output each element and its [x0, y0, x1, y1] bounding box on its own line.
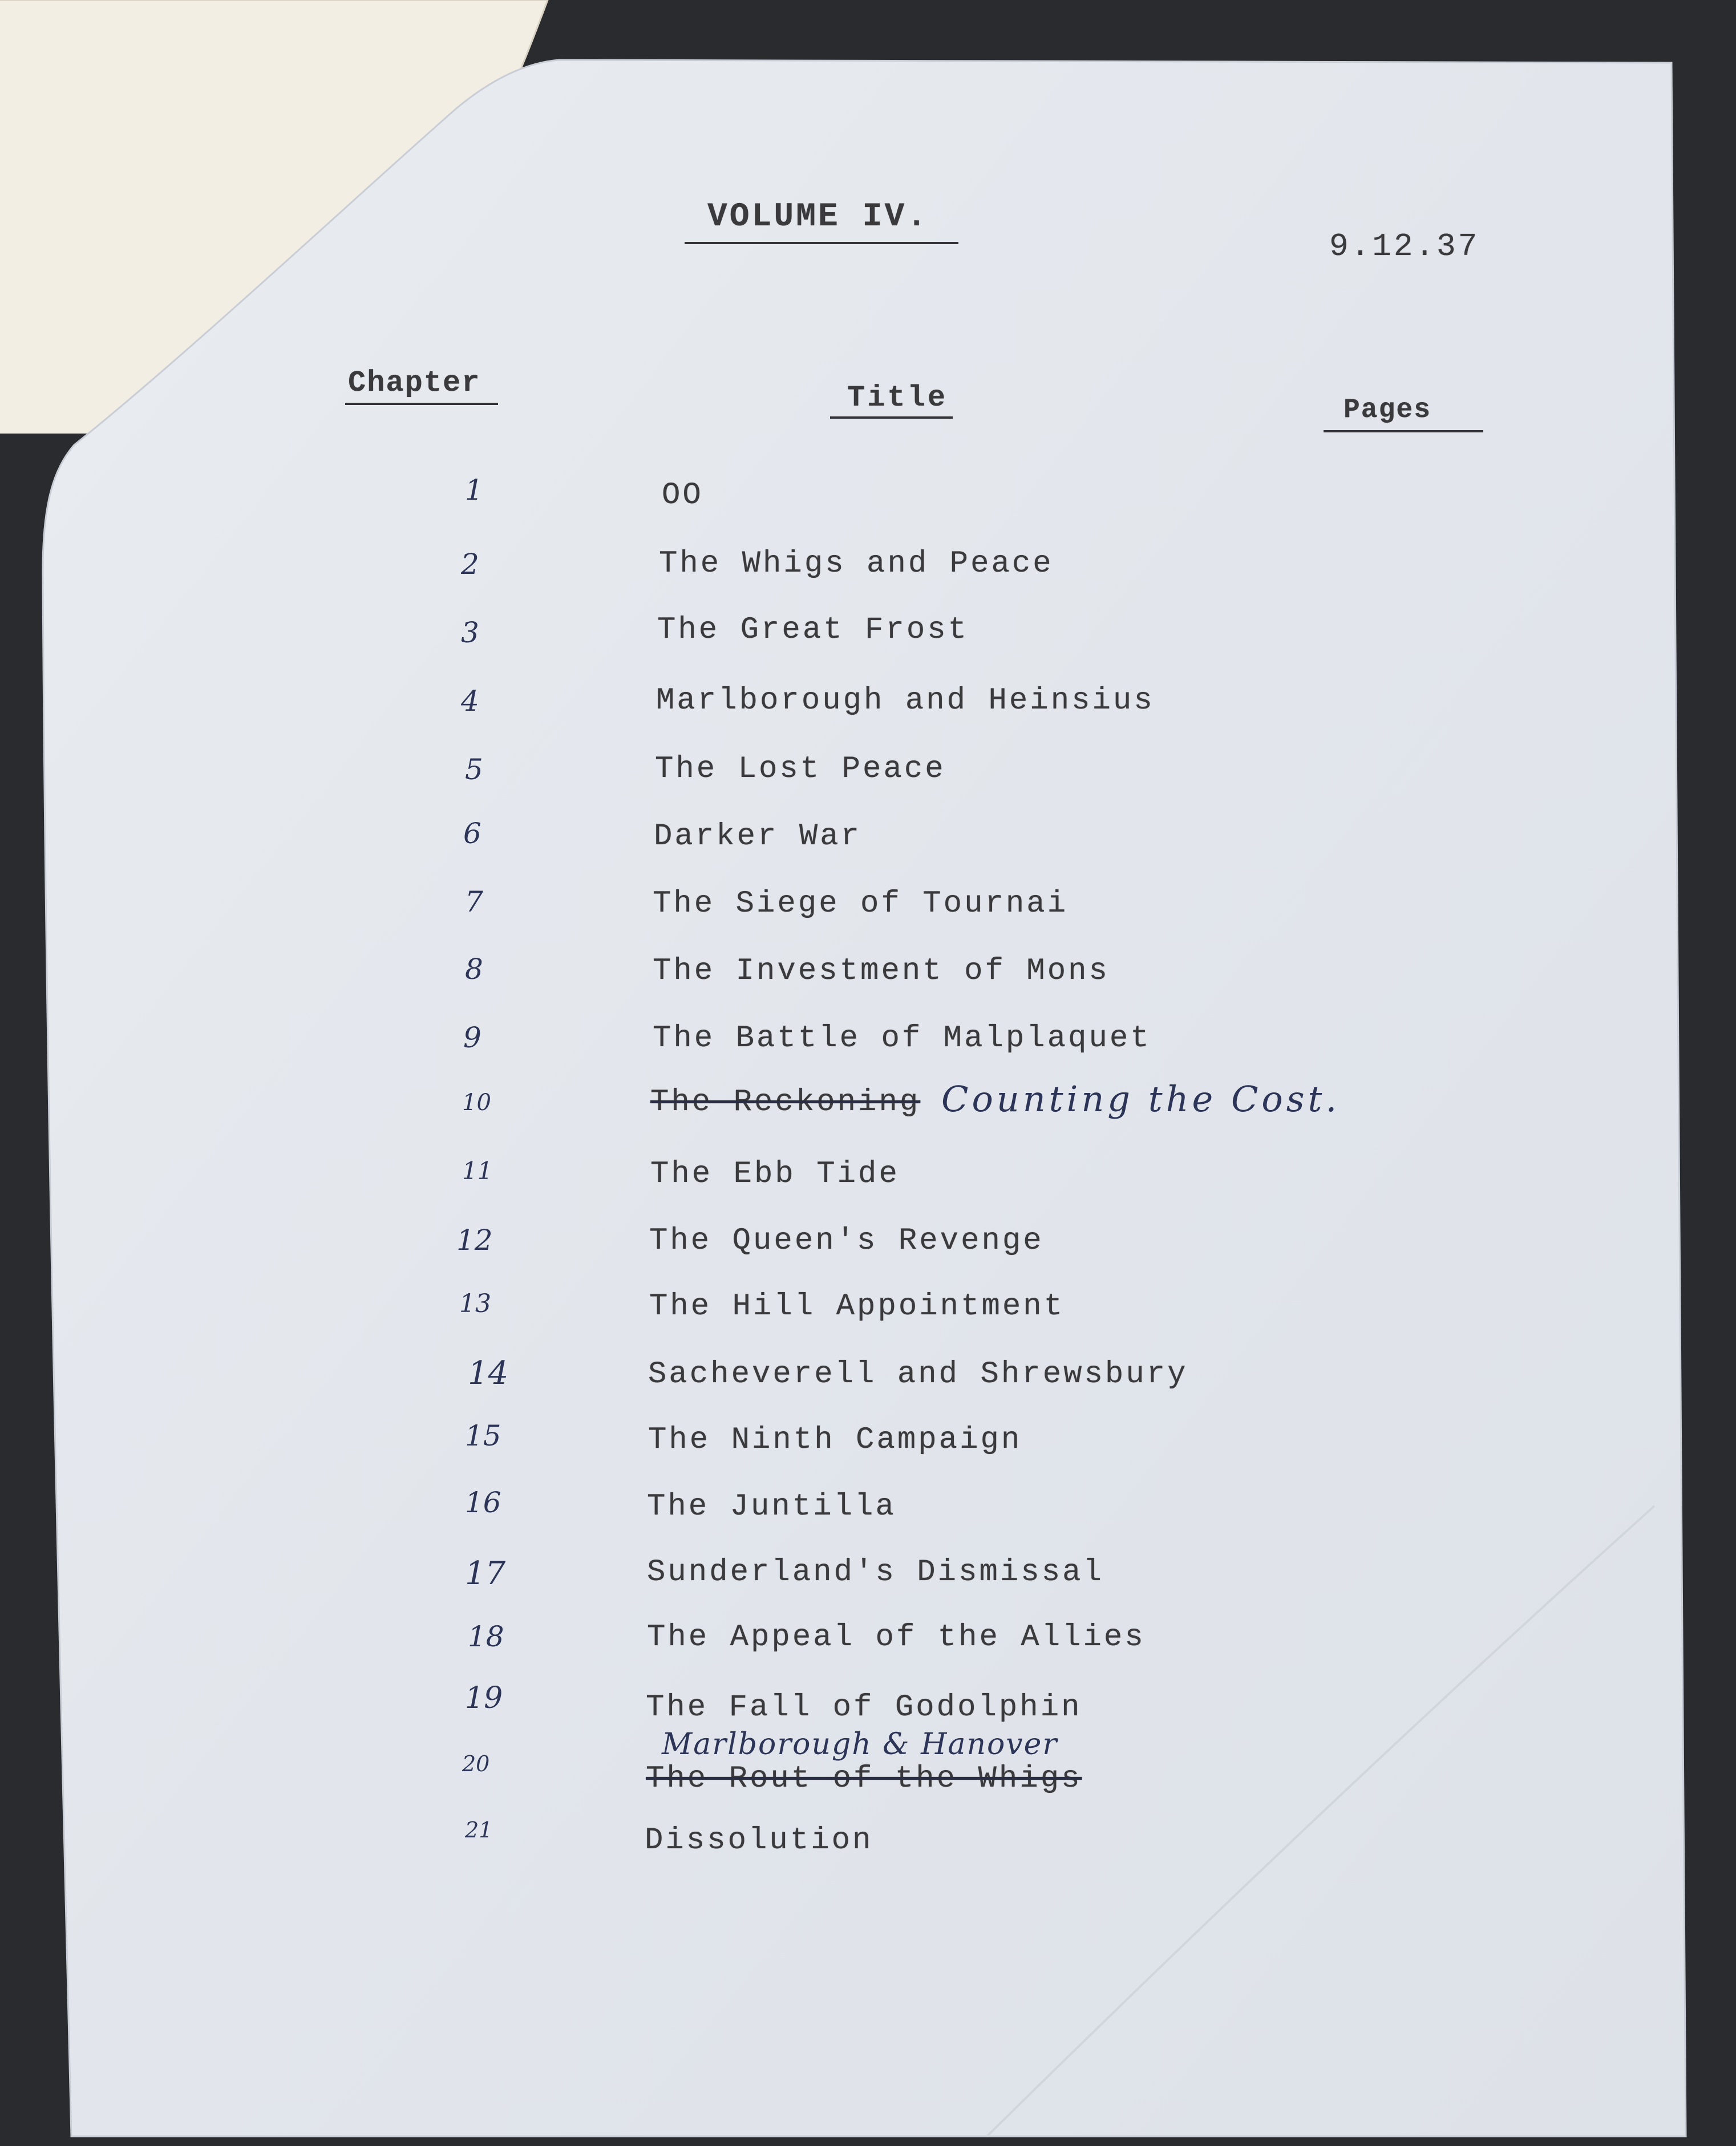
chapter-title: The Appeal of the Allies	[647, 1620, 1146, 1655]
list-item	[0, 1553, 1736, 1615]
chapter-number: 14	[468, 1355, 509, 1392]
chapter-number: 4	[461, 685, 479, 718]
chapter-title: The Juntilla	[647, 1489, 896, 1524]
chapter-number: 5	[465, 753, 483, 786]
list-item	[0, 753, 1736, 816]
chapter-title: Dissolution	[645, 1823, 873, 1858]
document-date: 9.12.37	[1329, 228, 1480, 265]
chapter-title: The Whigs and Peace	[659, 546, 1054, 581]
list-item	[0, 1727, 1736, 1819]
chapter-number: 13	[459, 1289, 491, 1318]
chapter-title: The Queen's Revenge	[649, 1224, 1044, 1258]
chapter-number: 11	[462, 1157, 493, 1185]
chapter-underline	[345, 403, 498, 405]
list-item	[0, 548, 1736, 610]
list-item	[0, 473, 1736, 536]
volume-underline	[685, 242, 958, 244]
chapter-number: 1	[465, 473, 483, 507]
chapter-title-struck: The Reckoning	[650, 1085, 921, 1120]
list-item	[0, 685, 1736, 747]
chapter-title: The Battle of Malplaquet	[653, 1021, 1151, 1056]
chapter-number: 18	[468, 1620, 504, 1653]
volume-heading: VOLUME IV.	[707, 199, 929, 236]
chapter-title: The Siege of Tournai	[653, 886, 1069, 921]
chapter-title-struck: The Rout of the Whigs	[646, 1762, 1082, 1796]
list-item	[0, 1289, 1736, 1352]
list-item	[0, 885, 1736, 948]
list-item	[0, 1224, 1736, 1286]
list-item	[0, 1157, 1736, 1220]
list-item	[0, 1021, 1736, 1084]
chapter-number: 17	[465, 1555, 506, 1592]
chapter-title: Sacheverell and Shrewsbury	[648, 1357, 1188, 1392]
handwritten-revision: Marlborough & Hanover	[662, 1727, 1058, 1762]
chapter-title: OO	[662, 478, 703, 513]
list-item	[0, 953, 1736, 1015]
list-item	[0, 1355, 1736, 1418]
chapter-number: 3	[461, 616, 479, 649]
chapter-number: 9	[463, 1021, 481, 1054]
chapter-title: Sunderland's Dismissal	[647, 1555, 1104, 1590]
handwritten-revision: Counting the Cost.	[941, 1078, 1341, 1120]
chapter-number: 21	[465, 1817, 493, 1843]
chapter-title: The Investment of Mons	[653, 954, 1110, 989]
chapter-number: 19	[465, 1681, 503, 1715]
list-item	[0, 1817, 1736, 1886]
chapter-title: The Fall of Godolphin	[646, 1690, 1082, 1725]
list-item	[0, 1620, 1736, 1683]
chapter-title: Darker War	[654, 819, 862, 854]
column-header-chapter: Chapter	[348, 366, 481, 400]
column-header-title: Title	[847, 381, 948, 415]
pages-underline	[1324, 430, 1483, 432]
title-underline	[830, 416, 953, 419]
chapter-title: Marlborough and Heinsius	[656, 683, 1155, 718]
chapter-title: The Hill Appointment	[649, 1289, 1065, 1324]
list-item	[0, 817, 1736, 880]
list-item	[0, 1486, 1736, 1549]
chapter-number: 20	[462, 1751, 490, 1776]
column-header-pages: Pages	[1344, 395, 1432, 426]
chapter-number: 8	[465, 953, 483, 986]
chapter-title: The Great Frost	[657, 613, 969, 647]
chapter-number: 6	[463, 817, 481, 850]
chapter-number: 16	[465, 1486, 501, 1519]
chapter-number: 10	[462, 1090, 491, 1116]
list-item	[0, 613, 1736, 679]
chapter-number: 15	[465, 1419, 501, 1452]
chapter-number: 7	[465, 885, 483, 918]
list-item	[0, 1078, 1736, 1152]
chapter-number: 2	[461, 548, 479, 581]
chapter-title: The Ebb Tide	[650, 1157, 900, 1192]
list-item	[0, 1419, 1736, 1482]
chapter-title: The Lost Peace	[655, 752, 946, 787]
chapter-number: 12	[456, 1224, 493, 1257]
chapter-title: The Ninth Campaign	[648, 1423, 1022, 1457]
